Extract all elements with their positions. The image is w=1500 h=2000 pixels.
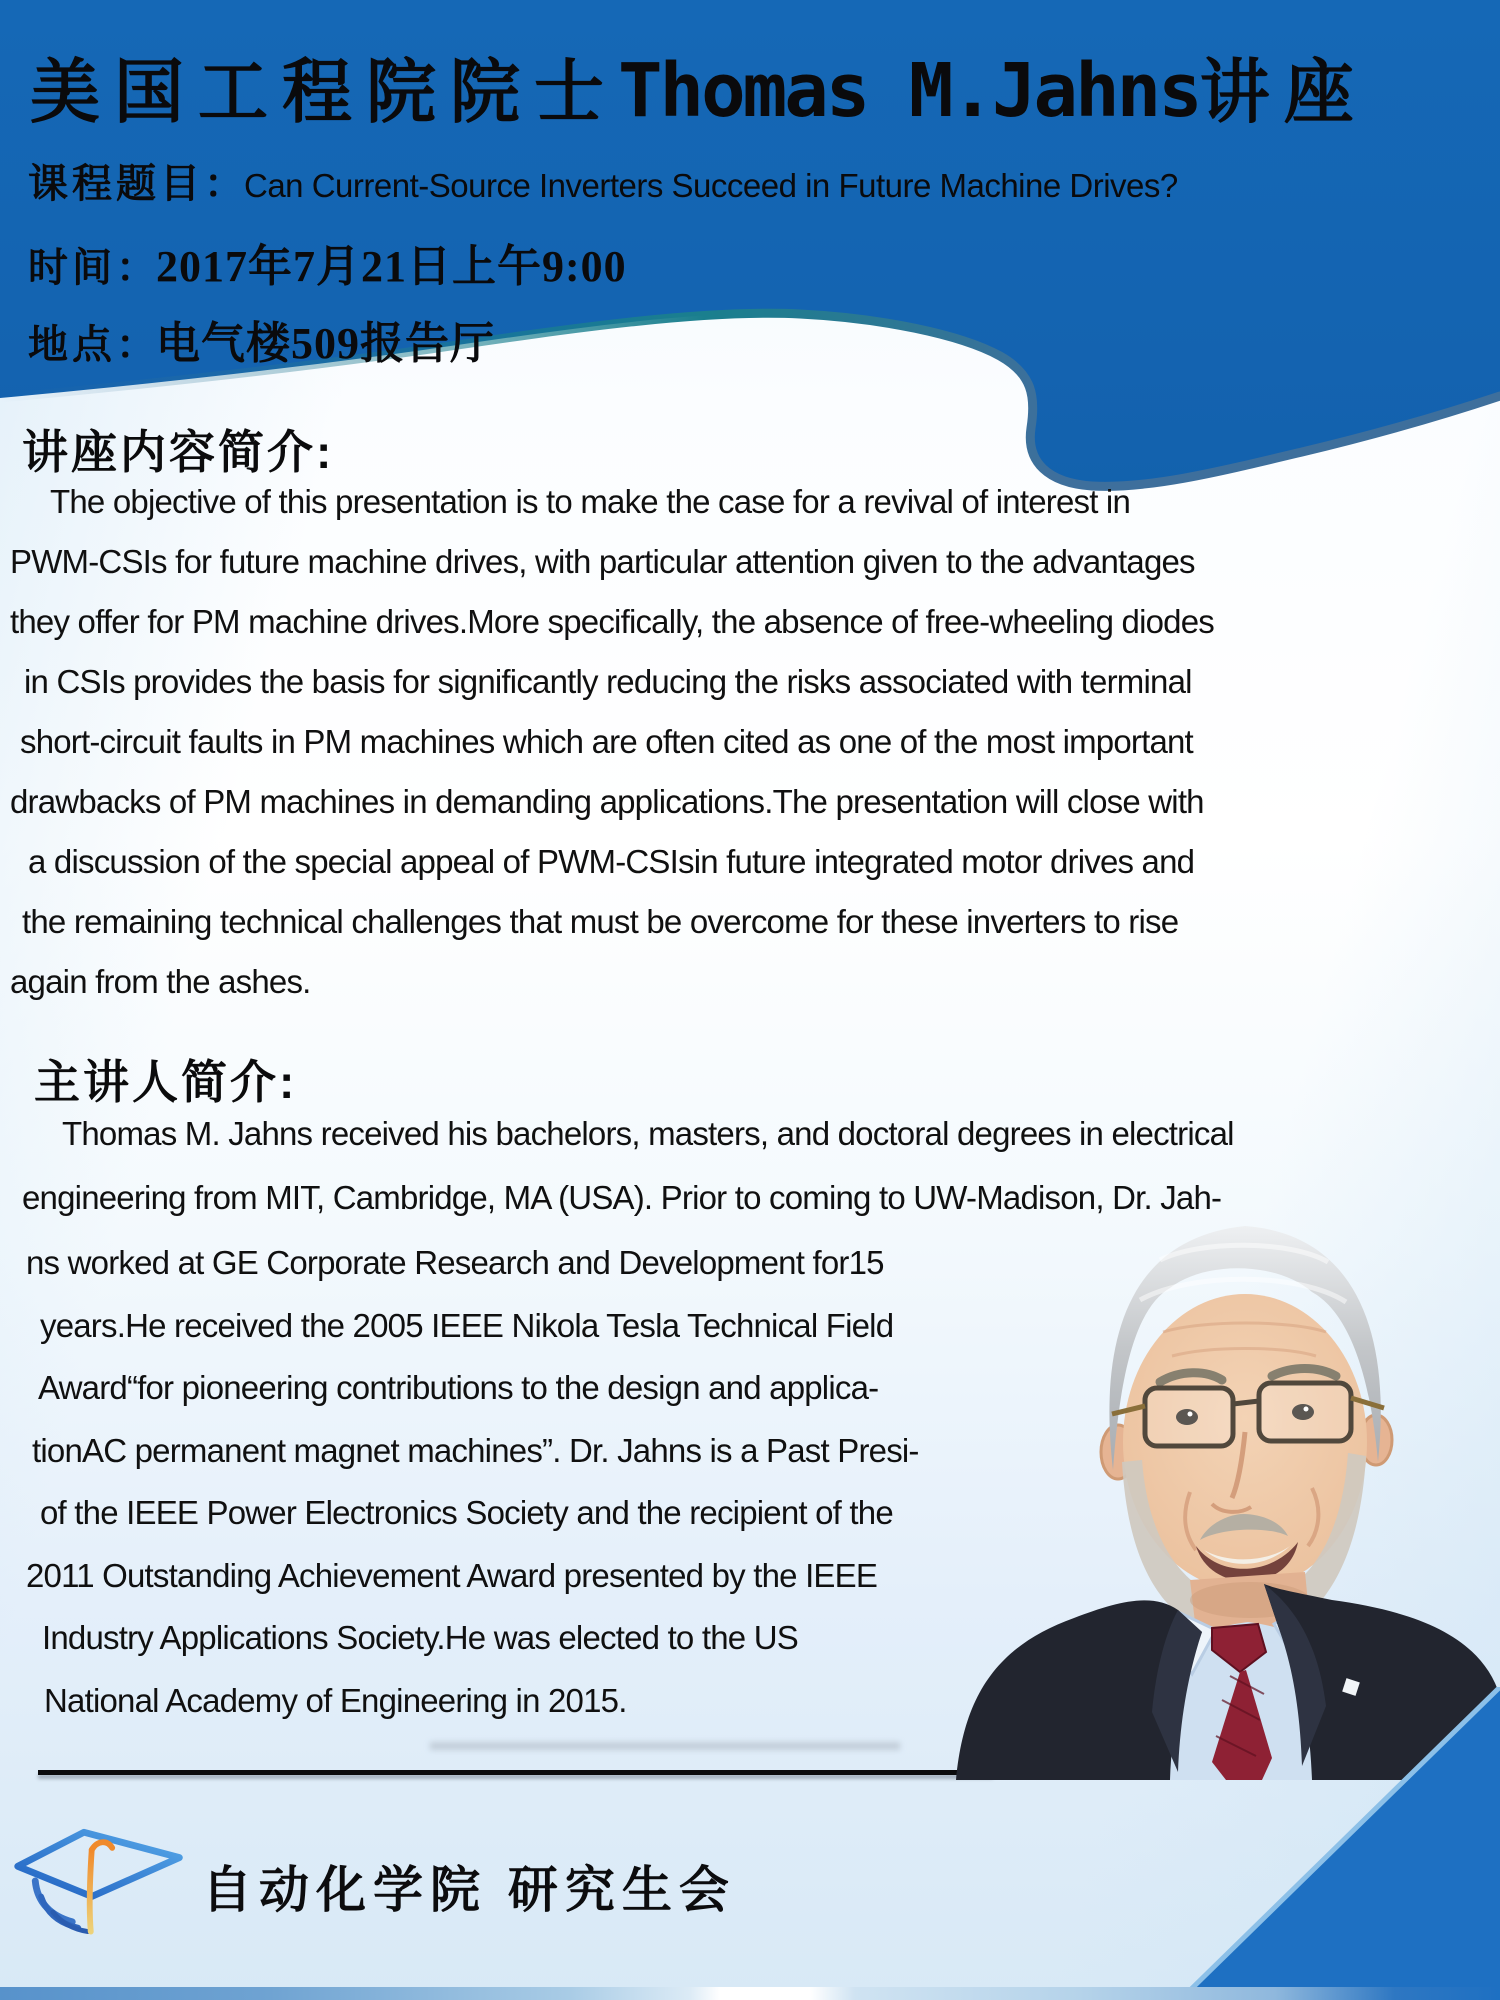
title-cn-suffix: 讲座 (1199, 53, 1368, 131)
paragraph-line: of the IEEE Power Electronics Society and the recipient of the (40, 1494, 893, 1531)
bottom-strip (0, 1987, 1500, 2000)
paragraph-line: Award“for pioneering contributions to the design and applica- (38, 1369, 879, 1406)
paragraph-line: Industry Applications Society.He was elected to the US (42, 1619, 798, 1656)
paragraph-line: years.He received the 2005 IEEE Nikola Tesla Technical Field (40, 1306, 894, 1344)
paragraph-line: The objective of this presentation is to make the case for a revival of interest in (50, 483, 1131, 520)
paragraph-line: the remaining technical challenges that must be overcome for these inverters to rise (22, 903, 1179, 940)
meta-value: 电气楼509报告厅 (156, 319, 495, 368)
paragraph-line: engineering from MIT, Cambridge, MA (USA). Prior to coming to UW-Madison, Dr. Jah- (22, 1179, 1222, 1216)
paragraph-line: short-circuit faults in PM machines which are often cited as one of the most important (20, 723, 1193, 760)
footer-divider (38, 1770, 993, 1775)
paragraph-line: Thomas M. Jahns received his bachelors, masters, and doctoral degrees in electrical (62, 1115, 1234, 1152)
org-logo graduation-cap-icon (8, 1820, 193, 1938)
title-en: Thomas M.Jahns (618, 48, 1200, 134)
paragraph-line: PWM-CSIs for future machine drives, with particular attention given to the advantages (10, 543, 1195, 580)
section-heading-abstract: 讲座内容简介: (22, 426, 335, 478)
meta-label: 地点 (28, 323, 116, 367)
meta-label: 时间 (28, 246, 116, 290)
section-heading-speaker: 主讲人简介: (34, 1056, 298, 1108)
footer-organization: 自动化学院 研究生会 (202, 1862, 736, 1918)
meta-location: 地点：电气楼509报告厅 (28, 319, 495, 368)
paragraph-line: they offer for PM machine drives.More specifically, the absence of free-wheeling diodes (10, 603, 1214, 640)
paragraph-line: again from the ashes. (10, 963, 311, 1000)
paragraph-line: National Academy of Engineering in 2015. (44, 1681, 627, 1719)
paragraph-line: 2011 Outstanding Achievement Award presented by the IEEE (26, 1556, 878, 1594)
abstract-paragraph (10, 472, 1496, 1012)
meta-value: Can Current-Source Inverters Succeed in Future Machine Drives? (244, 167, 1178, 204)
title-cn-prefix: 美国工程院院士 (30, 53, 618, 131)
paragraph-line: tionAC permanent magnet machines”. Dr. Jahns is a Past Presi- (32, 1431, 919, 1469)
poster-title (30, 36, 1368, 137)
meta-label: 课程题目 (28, 162, 204, 206)
speaker-paragraph-narrow (26, 1232, 919, 1732)
divider-smudge (430, 1742, 900, 1750)
meta-value: 2017年7月21日上午9:00 (156, 242, 627, 291)
paragraph-line: a discussion of the special appeal of PWM-CSIsin future integrated motor drives and (28, 843, 1195, 880)
speaker-photo (860, 1140, 1500, 1780)
corner-accent-triangle (1180, 1687, 1500, 2000)
meta-course-title: 课程题目：Can Current-Source Inverters Succeed in Future Machine Drives? (28, 162, 1178, 206)
paragraph-line: drawbacks of PM machines in demanding applications.The presentation will close with (10, 783, 1204, 820)
paragraph-line: in CSIs provides the basis for significantly reducing the risks associated with terminal (24, 663, 1192, 700)
meta-time: 时间：2017年7月21日上午9:00 (28, 242, 627, 291)
paragraph-line: ns worked at GE Corporate Research and Development for15 (26, 1244, 884, 1281)
